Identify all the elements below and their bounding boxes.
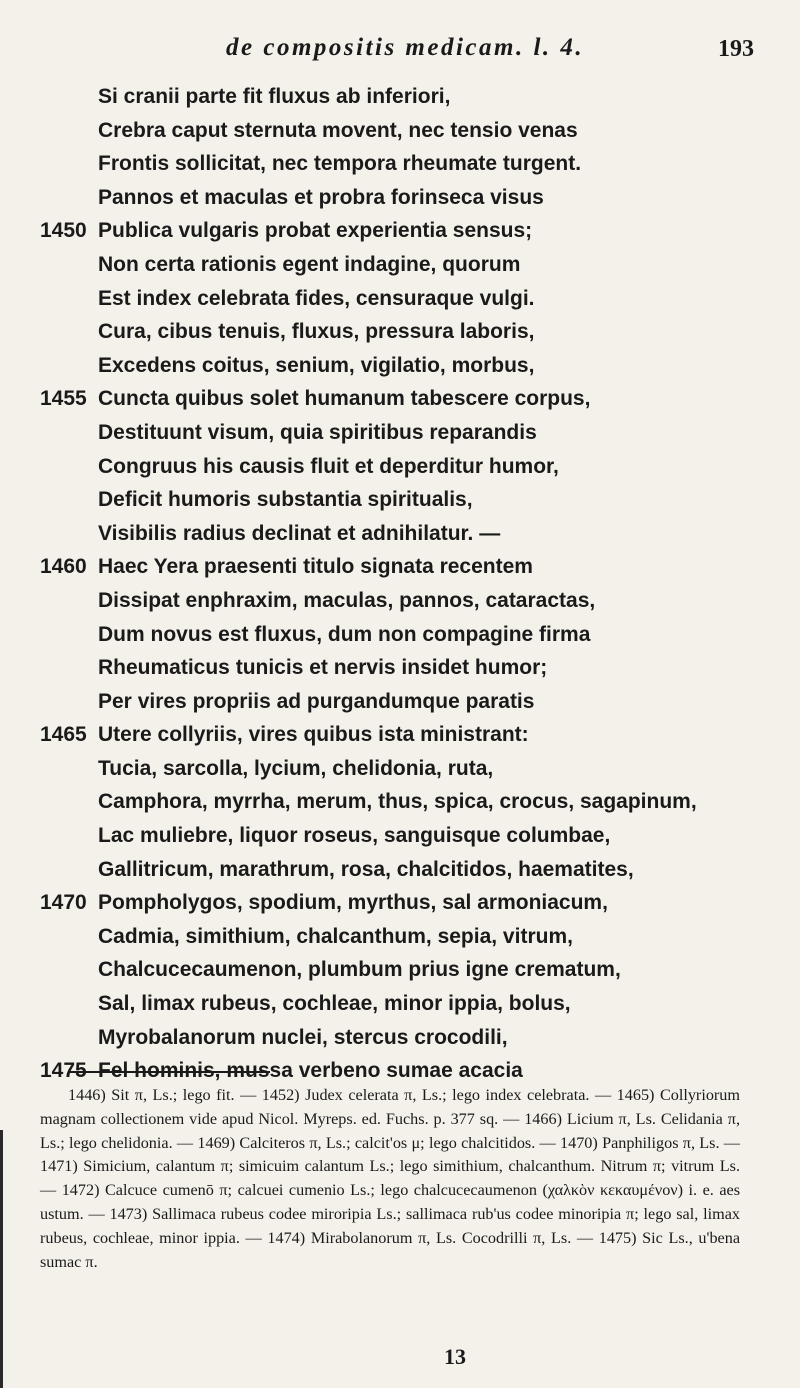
verse-line (40, 987, 780, 1021)
verse-line (40, 450, 780, 484)
verse-line (40, 181, 780, 215)
verse-text: Dum novus est fluxus, dum non compagine firma (98, 622, 591, 646)
verse-text: Dissipat enphraxim, maculas, pannos, cataractas, (98, 588, 596, 612)
verse-line (40, 382, 780, 416)
verse-line (40, 248, 780, 282)
verse-line (40, 618, 780, 652)
line-number: 1475 (40, 1059, 87, 1083)
verse-text: Pompholygos, spodium, myrthus, sal armoniacum, (98, 891, 608, 915)
verse-line (40, 584, 780, 618)
verse-text: Haec Yera praesenti titulo signata recentem (98, 555, 533, 579)
verse-text: Visibilis radius declinat et adnihilatur. — (98, 521, 501, 545)
verse-text: Deficit humoris substantia spiritualis, (98, 488, 473, 512)
signature-mark: 13 (444, 1344, 466, 1369)
verse-text: Excedens coitus, senium, vigilatio, morbus, (98, 353, 535, 377)
verse-text: Si cranii parte fit fluxus ab inferiori, (98, 85, 451, 108)
verse-text: Cura, cibus tenuis, fluxus, pressura laboris, (98, 320, 535, 344)
verse-line (40, 1021, 780, 1055)
verse-line (40, 819, 780, 853)
verse-text: Myrobalanorum nuclei, stercus crocodili, (98, 1025, 508, 1049)
verse-line (40, 517, 780, 551)
verse-text: Crebra caput sternuta movent, nec tensio venas (98, 118, 578, 142)
verse-line (40, 349, 780, 383)
verse-text: Pannos et maculas et probra forinseca visus (98, 185, 544, 209)
verse-text: Sal, limax rubeus, cochleae, minor ippia, bolus, (98, 992, 571, 1016)
page-header (0, 34, 800, 68)
verse-text: Cadmia, simithium, chalcanthum, sepia, vitrum, (98, 924, 573, 948)
verse-text: Per vires propriis ad purgandumque paratis (98, 689, 535, 713)
verse-line (40, 886, 780, 920)
verse-line (40, 214, 780, 248)
page-edge-shadow (0, 1130, 3, 1388)
line-number: 1450 (40, 219, 87, 243)
verse-line (40, 114, 780, 148)
verse-line (40, 483, 780, 517)
verse-text: Publica vulgaris probat experientia sensus; (98, 219, 533, 243)
verse-text: Tucia, sarcolla, lycium, chelidonia, ruta, (98, 756, 494, 780)
verse-text: Utere collyriis, vires quibus ista ministrant: (98, 723, 529, 747)
verse-text: Lac muliebre, liquor roseus, sanguisque columbae, (98, 824, 611, 848)
verse-text: Non certa rationis egent indagine, quorum (98, 252, 521, 276)
verse-line (40, 80, 780, 114)
verse-line (40, 147, 780, 181)
verse-text: Chalcucecaumenon, plumbum prius igne crematum, (98, 958, 621, 982)
verse-line (40, 785, 780, 819)
verse-line (40, 416, 780, 450)
verse-text: Fel hominis, mussa verbeno sumae acacia (98, 1059, 523, 1083)
footnote-text: 1446) Sit π, Ls.; lego fit. — 1452) Judex celerata π, Ls.; lego index celebrata. — 1465) Collyriorum magnam collectionem vide apud Nicol. Myreps. ed. Fuchs. p. 377 sq. — 1466) Licium π, Ls. Celidania π, Ls.; lego chelidonia. — 1469) Calciteros π, Ls.; calcit'os μ; lego chalcitidos. — 1470) Panphiligos π, Ls. — 1471) Simicium, calantum π; simicuim calantum Ls.; lego simithium, chalcanthum. Nitrum π; vitrum Ls. — 1472) Calcuce cumenō π; calcuei cumenio Ls.; lego chalcucecaumenon (χαλκὸν κεκαυμένον) i. e. aes ustum. — 1473) Sallimaca rubeus codee miroripia Ls.; sallimaca rub'us codee minoripia π; lego sal, limax rubeus, cochleae, minor ippia. — 1474) Mirabolanorum π, Ls. Cocodrilli π, Ls. — 1475) Sic Ls., u'bena sumac π. (40, 1086, 740, 1271)
verse-text: Gallitricum, marathrum, rosa, chalcitidos, haematites, (98, 857, 634, 881)
page-number: 193 (718, 36, 754, 62)
verse-line (40, 651, 780, 685)
line-number: 1470 (40, 891, 87, 915)
verse-line (40, 282, 780, 316)
verse-text: Frontis sollicitat, nec tempora rheumate turgent. (98, 152, 582, 176)
line-number: 1465 (40, 723, 87, 747)
verse-line (40, 953, 780, 987)
verse-line (40, 718, 780, 752)
verse-text: Destituunt visum, quia spiritibus reparandis (98, 420, 537, 444)
footnotes (40, 1084, 740, 1274)
line-number: 1460 (40, 555, 87, 579)
running-title: de compositis medicam. l. 4. (226, 34, 585, 61)
verse-text: Rheumaticus tunicis et nervis insidet humor; (98, 656, 548, 680)
footnote-rule (70, 1071, 270, 1073)
verse-text: Congruus his causis fluit et deperditur humor, (98, 454, 559, 478)
verse-text: Cuncta quibus solet humanum tabescere corpus, (98, 387, 591, 411)
verse-line (40, 853, 780, 887)
verse-line (40, 550, 780, 584)
verse-text: Camphora, myrrha, merum, thus, spica, crocus, sagapinum, (98, 790, 697, 814)
verse-line (40, 315, 780, 349)
verse-line (40, 752, 780, 786)
verse-line (40, 685, 780, 719)
verse-text: Est index celebrata fides, censuraque vulgi. (98, 286, 535, 310)
line-number: 1455 (40, 387, 87, 411)
verse-block (40, 80, 780, 1088)
verse-line (40, 920, 780, 954)
